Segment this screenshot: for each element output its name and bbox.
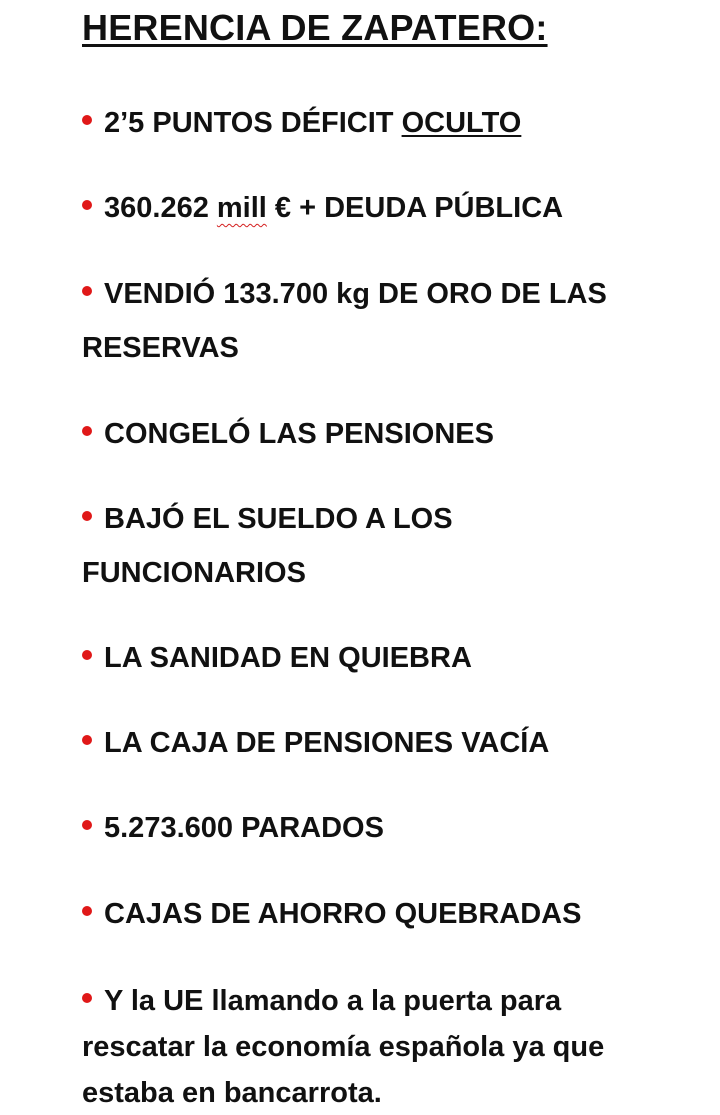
- item-text: CONGELÓ LAS PENSIONES: [104, 418, 494, 450]
- item-text: 2’5 PUNTOS DÉFICIT: [104, 107, 402, 139]
- item-text: BAJÓ EL SUELDO A LOS FUNCIONARIOS: [82, 503, 453, 589]
- bullet-icon: [82, 200, 92, 210]
- item-text: LA SANIDAD EN QUIEBRA: [104, 642, 472, 674]
- item-text: 5.273.600 PARADOS: [104, 812, 384, 844]
- item-text: VENDIÓ 133.700 kg DE ORO DE LAS RESERVAS: [82, 278, 607, 364]
- spellcheck-flagged-word: mill: [216, 192, 267, 224]
- list-item-deficit: [82, 96, 682, 150]
- item-text: LA CAJA DE PENSIONES VACÍA: [104, 727, 550, 759]
- bullet-icon: [82, 993, 92, 1003]
- item-text: 360.262: [104, 192, 217, 224]
- list-item-parados: [82, 801, 682, 855]
- bullet-icon: [82, 650, 92, 660]
- bullet-icon: [82, 906, 92, 916]
- bullet-icon: [82, 115, 92, 125]
- item-text: Y la UE llamando a la puerta para rescatar la economía española ya que estaba en bancarrota.: [82, 985, 605, 1109]
- list-item-pensiones: [82, 407, 682, 461]
- list-item-caja: [82, 716, 682, 770]
- bullet-icon: [82, 426, 92, 436]
- list-item-sueldo: [82, 492, 502, 600]
- list-item-deuda: [82, 181, 682, 235]
- document-title: HERENCIA DE ZAPATERO:: [82, 7, 548, 48]
- item-text-suffix: € + DEUDA PÚBLICA: [266, 192, 564, 224]
- bullet-icon: [82, 820, 92, 830]
- bullet-icon: [82, 286, 92, 296]
- bullet-icon: [82, 735, 92, 745]
- item-text: CAJAS DE AHORRO QUEBRADAS: [104, 898, 582, 930]
- item-emphasis: OCULTO: [401, 107, 522, 139]
- list-item-cajas-ahorro: [82, 887, 682, 941]
- list-item-ue: [82, 978, 662, 1115]
- list-item-oro: [82, 267, 622, 375]
- bullet-icon: [82, 511, 92, 521]
- list-item-sanidad: [82, 631, 682, 685]
